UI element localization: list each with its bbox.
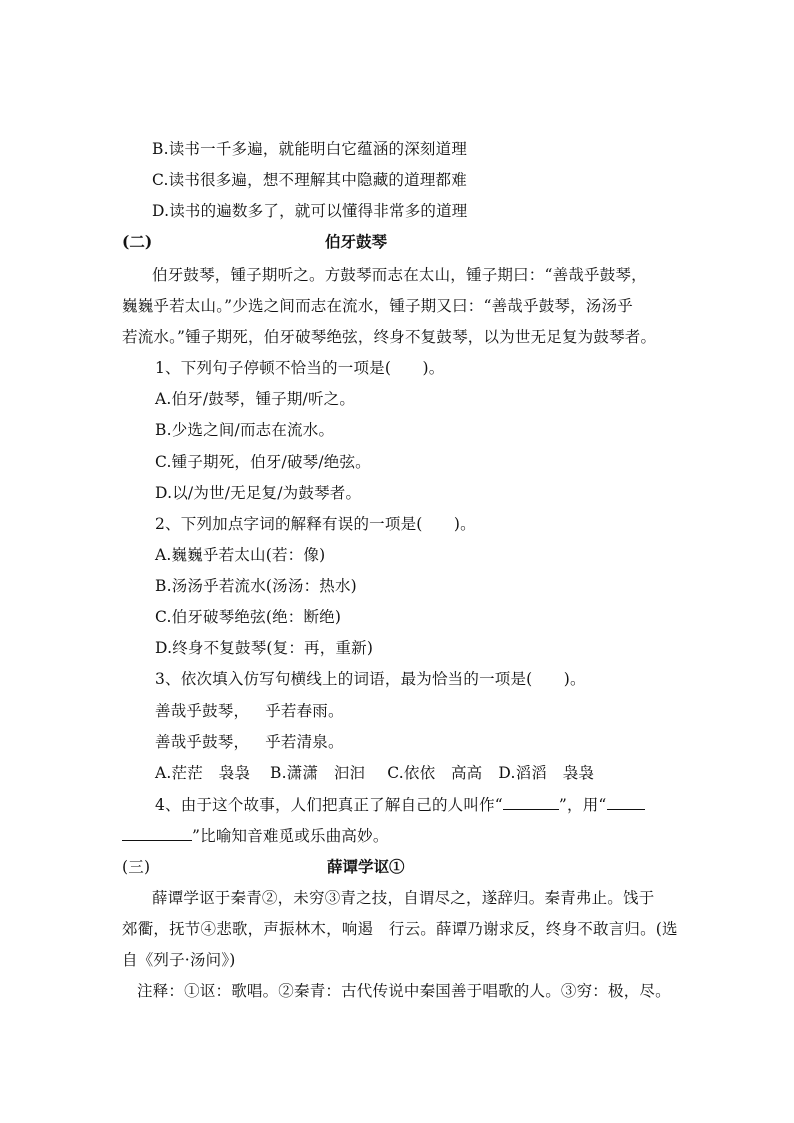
passage-line: 若流水。”锺子期死，伯牙破琴绝弦，终身不复鼓琴，以为世无足复为鼓琴者。 — [122, 328, 657, 346]
passage-line: 自《列子·汤问》) — [122, 951, 236, 969]
passage-line: 巍巍乎若太山。”少选之间而志在流水，锺子期又曰：“善哉乎鼓琴，汤汤乎 — [122, 297, 633, 315]
option-b: B.读书一千多遍，就能明白它蕴涵的深刻道理 — [152, 140, 468, 158]
q3-line-2 — [155, 732, 715, 752]
q3-option-a: A.茫茫 袅袅 — [155, 764, 251, 782]
q3-line-1-a: 善哉乎鼓琴， — [155, 702, 250, 720]
question-1: 1、下列句子停顿不恰当的一项是( )。 — [155, 359, 445, 377]
q3-line-2-a: 善哉乎鼓琴， — [155, 733, 250, 751]
q2-option-a: A.巍巍乎若太山(若：像) — [155, 546, 326, 564]
q3-option-d: D.滔滔 袅袅 — [498, 764, 595, 782]
q2-option-b: B.汤汤乎若流水(汤汤：热水) — [155, 577, 357, 595]
q3-options — [155, 763, 715, 783]
annotation-note: 注释：①讴：歌唱。②秦青：古代传说中秦国善于唱歌的人。③穷：极，尽。 — [137, 982, 671, 1000]
answer-blank-2b[interactable] — [122, 825, 192, 841]
q1-option-c: C.锺子期死，伯牙/破琴/绝弦。 — [155, 453, 371, 471]
answer-blank-2a[interactable] — [607, 794, 645, 810]
q1-option-a: A.伯牙/鼓琴，锺子期/听之。 — [155, 390, 356, 408]
q2-option-d: D.终身不复鼓琴(复：再，重新) — [155, 639, 374, 657]
answer-blank-1[interactable] — [503, 794, 559, 810]
q3-option-c: C.依依 高高 — [387, 764, 483, 782]
q3-line-1-b: 乎若春雨。 — [265, 702, 344, 720]
passage-line: 伯牙鼓琴，锺子期听之。方鼓琴而志在太山，锺子期曰：“善哉乎鼓琴， — [152, 266, 647, 284]
question-4 — [155, 794, 715, 815]
question-2: 2、下列加点字词的解释有误的一项是( )。 — [155, 515, 476, 533]
q3-line-2-b: 乎若清泉。 — [265, 733, 344, 751]
passage-line: 郊衢，抚节④悲歌，声振林木，响遏 行云。薛谭乃谢求反，终身不敢言归。(选 — [122, 920, 678, 938]
q4-part-1: 4、由于这个故事，人们把真正了解自己的人叫作“ — [155, 796, 503, 814]
section2-title: 伯牙鼓琴 — [325, 232, 388, 251]
q2-option-c: C.伯牙破琴绝弦(绝：断绝) — [155, 608, 342, 626]
passage-line: 薛谭学讴于秦青②，未穷③青之技，自谓尽之，遂辞归。秦青弗止。饯于 — [152, 889, 655, 907]
q1-option-d: D.以/为世/无足复/为鼓琴者。 — [155, 484, 362, 502]
question-3: 3、依次填入仿写句横线上的词语，最为恰当的一项是( )。 — [155, 670, 586, 688]
section3-title: 薛谭学讴① — [327, 857, 405, 876]
section3-number: (三) — [122, 858, 151, 876]
option-c: C.读书很多遍，想不理解其中隐藏的道理都难 — [152, 171, 467, 189]
question-4-cont — [122, 825, 682, 846]
q3-line-1 — [155, 701, 715, 721]
q1-option-b: B.少选之间/而志在流水。 — [155, 421, 335, 439]
q3-option-b: B.潇潇 汩汩 — [270, 764, 366, 782]
q4-part-2: ”，用“ — [558, 796, 607, 814]
option-d: D.读书的遍数多了，就可以懂得非常多的道理 — [152, 202, 468, 220]
section2-number: (二) — [122, 232, 153, 251]
q4-part-3: ”比喻知音难觅或乐曲高妙。 — [192, 827, 389, 845]
